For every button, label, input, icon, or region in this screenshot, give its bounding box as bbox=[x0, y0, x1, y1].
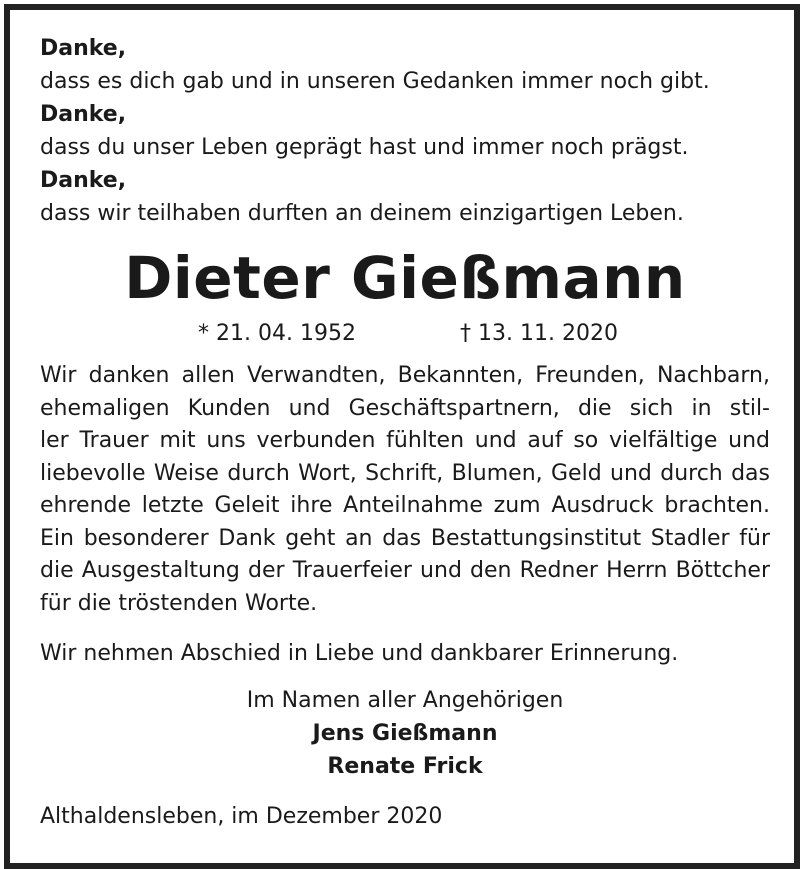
thanks-heading-3: Danke, bbox=[40, 168, 127, 193]
place-date: Althaldensleben, im Dezember 2020 bbox=[40, 804, 443, 829]
thanks-paragraph bbox=[40, 360, 770, 620]
paragraph-line: für die tröstenden Worte. bbox=[40, 590, 318, 616]
paragraph-line: ehemaligen Kunden und Geschäftspartnern, die sich in stil- bbox=[40, 395, 770, 421]
signer-name: Renate Frick bbox=[327, 754, 483, 779]
obituary-content bbox=[40, 32, 770, 833]
thanks-text-2: dass du unser Leben geprägt hast und immer noch prägst. bbox=[40, 135, 689, 160]
signers-block bbox=[40, 684, 770, 783]
paragraph-line: Wir danken allen Verwandten, Bekannten, Freunden, Nachbarn, bbox=[40, 363, 770, 388]
paragraph-line: Ein besonderer Dank geht an das Bestattungsinstitut Stadler für bbox=[40, 525, 770, 551]
signer-name: Jens Gießmann bbox=[312, 721, 498, 746]
thanks-text-1: dass es dich gab und in unseren Gedanken immer noch gibt. bbox=[40, 69, 710, 94]
life-dates bbox=[40, 314, 770, 354]
thanks-heading-2: Danke, bbox=[40, 102, 127, 127]
thanks-heading-1: Danke, bbox=[40, 36, 127, 61]
farewell-line: Wir nehmen Abschied in Liebe und dankbarer Erinnerung. bbox=[40, 641, 679, 666]
death-date: † 13. 11. 2020 bbox=[460, 321, 618, 346]
paragraph-line: die Ausgestaltung der Trauerfeier und den Redner Herrn Böttcher bbox=[40, 558, 770, 583]
paragraph-line: liebevolle Weise durch Wort, Schrift, Blumen, Geld und durch das bbox=[40, 460, 770, 486]
thanks-text-3: dass wir teilhaben durften an deinem einzigartigen Leben. bbox=[40, 201, 684, 226]
birth-date: * 21. 04. 1952 bbox=[198, 321, 356, 346]
obituary-frame bbox=[4, 4, 800, 869]
paragraph-line: ler Trauer mit uns verbunden fühlten und auf so vielfältige und bbox=[40, 428, 770, 453]
deceased-name: Dieter Gießmann bbox=[124, 244, 686, 312]
paragraph-line: ehrende letzte Geleit ihre Anteilnahme zum Ausdruck brachten. bbox=[40, 493, 770, 518]
signers-intro: Im Namen aller Angehörigen bbox=[246, 688, 564, 713]
